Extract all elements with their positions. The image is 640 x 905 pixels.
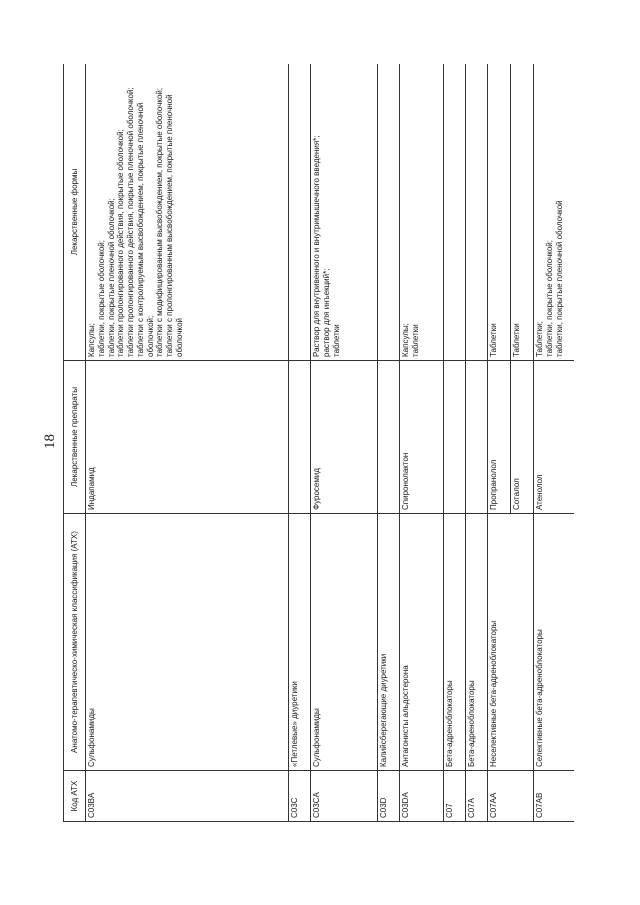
cell-drug: Фуросемид [311, 361, 378, 514]
cell-class: Антагонисты альдостерона [400, 514, 444, 771]
cell-forms [466, 64, 488, 361]
cell-forms [511, 64, 534, 361]
cell-code: C03D [378, 771, 400, 822]
form-line: таблетки, покрытые пленочной оболочкой; [106, 198, 116, 357]
form-line: раствор для инъекций*; [321, 268, 331, 357]
form-line: таблетки пролонгированного действия, покрытые пленочной оболочкой; [126, 87, 135, 357]
table-row [444, 64, 466, 822]
table-row [466, 64, 488, 822]
cell-class: Бета-адреноблокаторы [444, 514, 466, 771]
cell-class: Сульфонамиды [86, 514, 289, 771]
cell-code: C03DA [400, 771, 444, 822]
form-line: Капсулы; [87, 323, 96, 357]
form-line: таблетки пролонгированного действия, покрытые оболочкой; [116, 129, 126, 357]
table-row [289, 64, 311, 822]
form-line: таблетки [331, 324, 341, 357]
cell-code: C07A [466, 771, 488, 822]
form-line: Таблетки [512, 323, 521, 357]
cell-code: C07AB [534, 771, 575, 822]
table-row [86, 64, 289, 822]
cell-forms [444, 64, 466, 361]
cell-code: C03CA [311, 771, 378, 822]
page-number-text: 18 [41, 433, 58, 449]
cell-drug: Индапамид [86, 361, 289, 514]
table-row [488, 64, 511, 822]
table-row [534, 64, 575, 822]
cell-drug [466, 361, 488, 514]
form-line: Раствор для внутривенного и внутримышечного введения*; [312, 135, 321, 357]
table-header-row [64, 64, 86, 822]
rotated-table-frame [63, 64, 574, 822]
cell-drug [378, 361, 400, 514]
header-code: Код АТХ [64, 771, 86, 822]
cell-drug: Спиронолактон [400, 361, 444, 514]
header-drug: Лекарственные препараты [64, 361, 86, 514]
cell-code: C07 [444, 771, 466, 822]
page-number [41, 424, 59, 458]
cell-forms [400, 64, 444, 361]
form-line: таблетки, покрытые оболочкой; [544, 240, 554, 357]
cell-drug: Пропранолол [488, 361, 511, 514]
cell-code: C07AA [488, 771, 534, 822]
form-line: таблетки, покрытые оболочкой; [96, 240, 106, 357]
cell-forms [289, 64, 311, 361]
cell-class: Селективные бета-адреноблокаторы [534, 514, 575, 771]
form-line: Таблетки; [535, 321, 544, 357]
form-line: таблетки с пролонгированным высвобождением, покрытые пленочной оболочкой [165, 94, 184, 357]
cell-drug: Соталол [511, 361, 534, 514]
cell-code: C03BA [86, 771, 289, 822]
cell-class: Сульфонамиды [311, 514, 378, 771]
form-line: Таблетки [489, 323, 498, 357]
cell-forms [311, 64, 378, 361]
form-line: Капсулы; [401, 323, 410, 357]
form-line: таблетки с модифицированным высвобождением, покрытые оболочкой; [155, 87, 165, 357]
cell-drug: Атенолол [534, 361, 575, 514]
cell-code: C03C [289, 771, 311, 822]
cell-class: Бета-адреноблокаторы [466, 514, 488, 771]
cell-forms [534, 64, 575, 361]
form-line: таблетки, покрытые пленочной оболочкой [554, 200, 564, 357]
cell-forms [86, 64, 289, 361]
cell-class: Калийсберегающие диуретики [378, 514, 400, 771]
cell-drug [289, 361, 311, 514]
form-line: таблетки [410, 324, 420, 357]
header-class: Анатомо-терапевтическо-химическая классификация (АТХ) [64, 514, 86, 771]
form-line: таблетки с контролируемым высвобождением, покрытые пленочной оболочкой; [135, 102, 155, 357]
cell-forms [378, 64, 400, 361]
header-forms: Лекарственные формы [64, 64, 86, 361]
table-row [400, 64, 444, 822]
cell-forms [488, 64, 511, 361]
cell-class: Неселективные бета-адреноблокаторы [488, 514, 534, 771]
cell-class: «Петлевые» диуретики [289, 514, 311, 771]
drug-table [63, 64, 574, 822]
table-row [378, 64, 400, 822]
table-row [311, 64, 378, 822]
cell-drug [444, 361, 466, 514]
table-container [63, 64, 574, 822]
